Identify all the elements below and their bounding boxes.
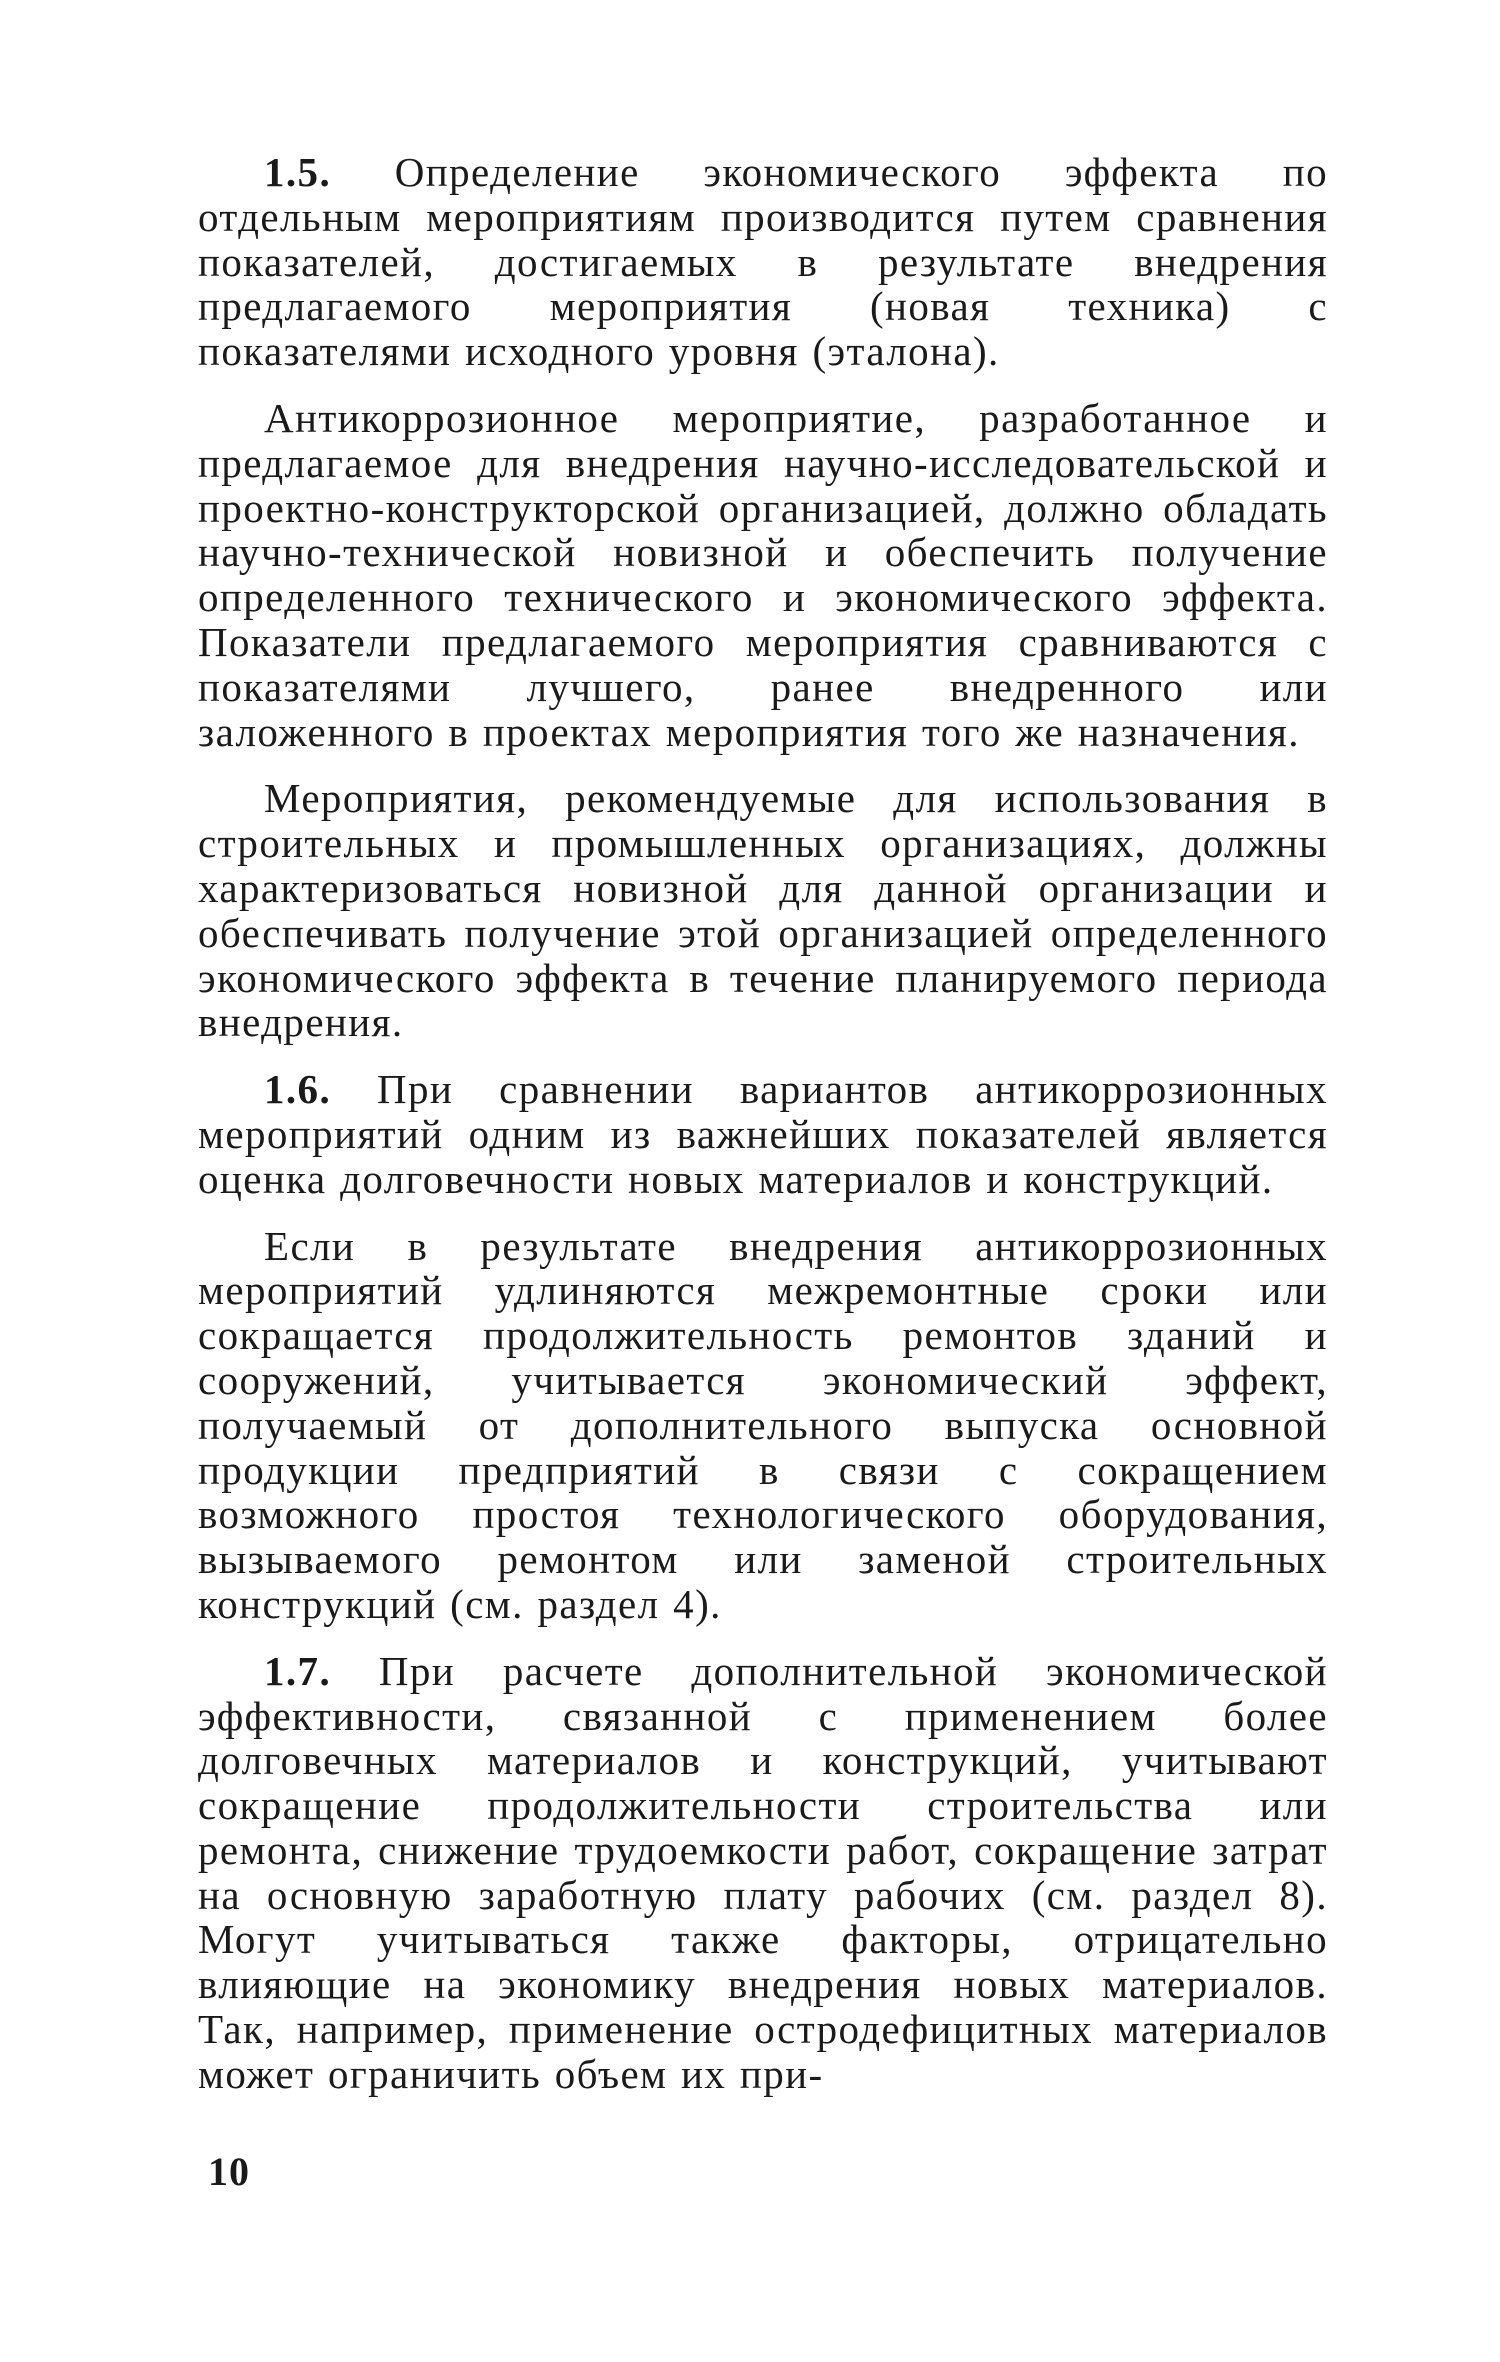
page-body bbox=[198, 150, 1328, 2097]
paragraph-text: При расчете дополнительной экономической эффективности, связанной с применением более долговечных материалов и конструкций, учитывают сокращение продолжительности строительства или ремонта, снижение трудоемкости работ, сокращение затрат на основную заработную плату рабочих (см. раздел 8). Могут учитываться также факторы, отрицательно влияющие на экономику внедрения новых материалов. Так, например, применение остродефицитных материалов может ограничить объем их при- bbox=[198, 1647, 1328, 2097]
paragraph-anticorrosion-measure bbox=[198, 396, 1328, 754]
section-number-1-6: 1.6. bbox=[264, 1066, 332, 1113]
section-number-1-5: 1.5. bbox=[264, 149, 332, 195]
paragraph-1-7 bbox=[198, 1649, 1328, 2097]
paragraph-text: Если в результате внедрения антикоррозионных мероприятий удлиняются межремонтные сроки или сокращается продолжительность ремонтов зданий и сооружений, учитывается экономический эффект, получаемый от дополнительного выпуска основной продукции предприятий в связи с сокращением возможного простоя технологического оборудования, вызываемого ремонтом или заменой строительных конструкций (см. раздел 4). bbox=[198, 1222, 1328, 1627]
paragraph-1-6 bbox=[198, 1067, 1328, 1201]
paragraph-1-5 bbox=[198, 150, 1328, 374]
page-number: 10 bbox=[208, 2149, 250, 2194]
paragraph-text: Определение экономического эффекта по отдельным мероприятиям производится путем сравнения показателей, достигаемых в результате внедрения предлагаемого мероприятия (новая техника) с показателями исходного уровня (эталона). bbox=[198, 149, 1328, 375]
paragraph-text: Антикоррозионное мероприятие, разработанное и предлагаемое для внедрения научно-исследовательской и проектно-конструкторской организацией, должно обладать научно-технической новизной и обеспечить получение определенного технического и экономического эффекта. Показатели предлагаемого мероприятия сравниваются с показателями лучшего, ранее внедренного или заложенного в проектах мероприятия того же назначения. bbox=[198, 394, 1328, 755]
paragraph-text: Мероприятия, рекомендуемые для использования в строительных и промышленных организациях, должны характеризоваться новизной для данной организации и обеспечивать получение этой организацией определенного экономического эффекта в течение планируемого периода внедрения. bbox=[198, 775, 1328, 1046]
paragraph-recommended-measures bbox=[198, 776, 1328, 1045]
section-number-1-7: 1.7. bbox=[264, 1647, 332, 1694]
paragraph-text: При сравнении вариантов антикоррозионных мероприятий одним из важнейших показателей является оценка долговечности новых материалов и конструкций. bbox=[198, 1066, 1328, 1202]
paragraph-repair-intervals bbox=[198, 1224, 1328, 1627]
